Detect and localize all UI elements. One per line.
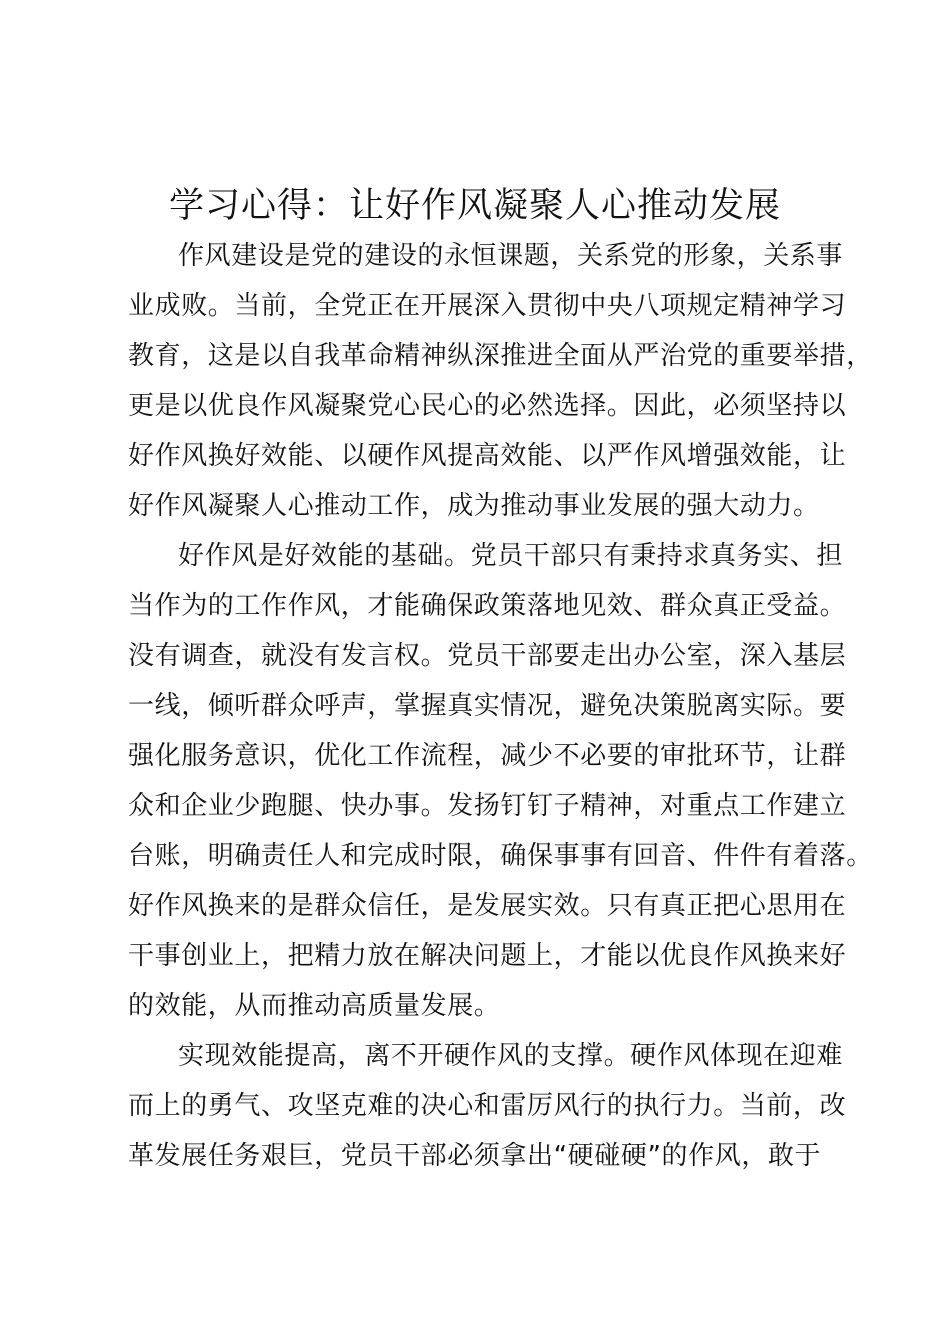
paragraph-1-line-2: 业成败。当前，全党正在开展深入贯彻中央八项规定精神学习	[128, 291, 847, 321]
paragraph-1-line-4: 更是以优良作风凝聚党心民心的必然选择。因此，必须坚持以	[128, 391, 847, 421]
paragraph-3-line-2: 而上的勇气、攻坚克难的决心和雷厉风行的执行力。当前，改	[128, 1091, 847, 1121]
paragraph-1-line-5: 好作风换好效能、以硬作风提高效能、以严作风增强效能，让	[128, 441, 847, 471]
paragraph-2-line-1: 好作风是好效能的基础。党员干部只有秉持求真务实、担	[178, 541, 844, 571]
paragraph-2-line-9: 干事创业上，把精力放在解决问题上，才能以优良作风换来好	[128, 941, 847, 971]
document-title: 学习心得：让好作风凝聚人心推动发展	[168, 186, 781, 226]
paragraph-2-line-4: 一线，倾听群众呼声，掌握真实情况，避免决策脱离实际。要	[128, 691, 847, 721]
paragraph-3-line-1: 实现效能提高，离不开硬作风的支撑。硬作风体现在迎难	[178, 1041, 844, 1071]
paragraph-2-line-8: 好作风换来的是群众信任，是发展实效。只有真正把心思用在	[128, 891, 847, 921]
document-body	[128, 231, 873, 1181]
paragraph-2-line-6: 众和企业少跑腿、快办事。发扬钉钉子精神，对重点工作建立	[128, 791, 847, 821]
paragraph-1-line-6: 好作风凝聚人心推动工作，成为推动事业发展的强大动力。	[128, 491, 820, 521]
paragraph-1-line-1: 作风建设是党的建设的永恒课题，关系党的形象，关系事	[178, 241, 844, 271]
paragraph-2-line-3: 没有调查，就没有发言权。党员干部要走出办公室，深入基层	[128, 641, 847, 671]
paragraph-2-line-2: 当作为的工作作风，才能确保政策落地见效、群众真正受益。	[128, 591, 847, 621]
paragraph-2-line-7: 台账，明确责任人和完成时限，确保事事有回音、件件有着落。	[128, 841, 873, 871]
paragraph-3-line-3: 革发展任务艰巨，党员干部必须拿出“硬碰硬”的作风，敢于	[128, 1141, 822, 1171]
paragraph-1-line-3: 教育，这是以自我革命精神纵深推进全面从严治党的重要举措，	[128, 341, 873, 371]
paragraph-2-line-10: 的效能，从而推动高质量发展。	[128, 991, 501, 1021]
paragraph-2-line-5: 强化服务意识，优化工作流程，减少不必要的审批环节，让群	[128, 741, 847, 771]
